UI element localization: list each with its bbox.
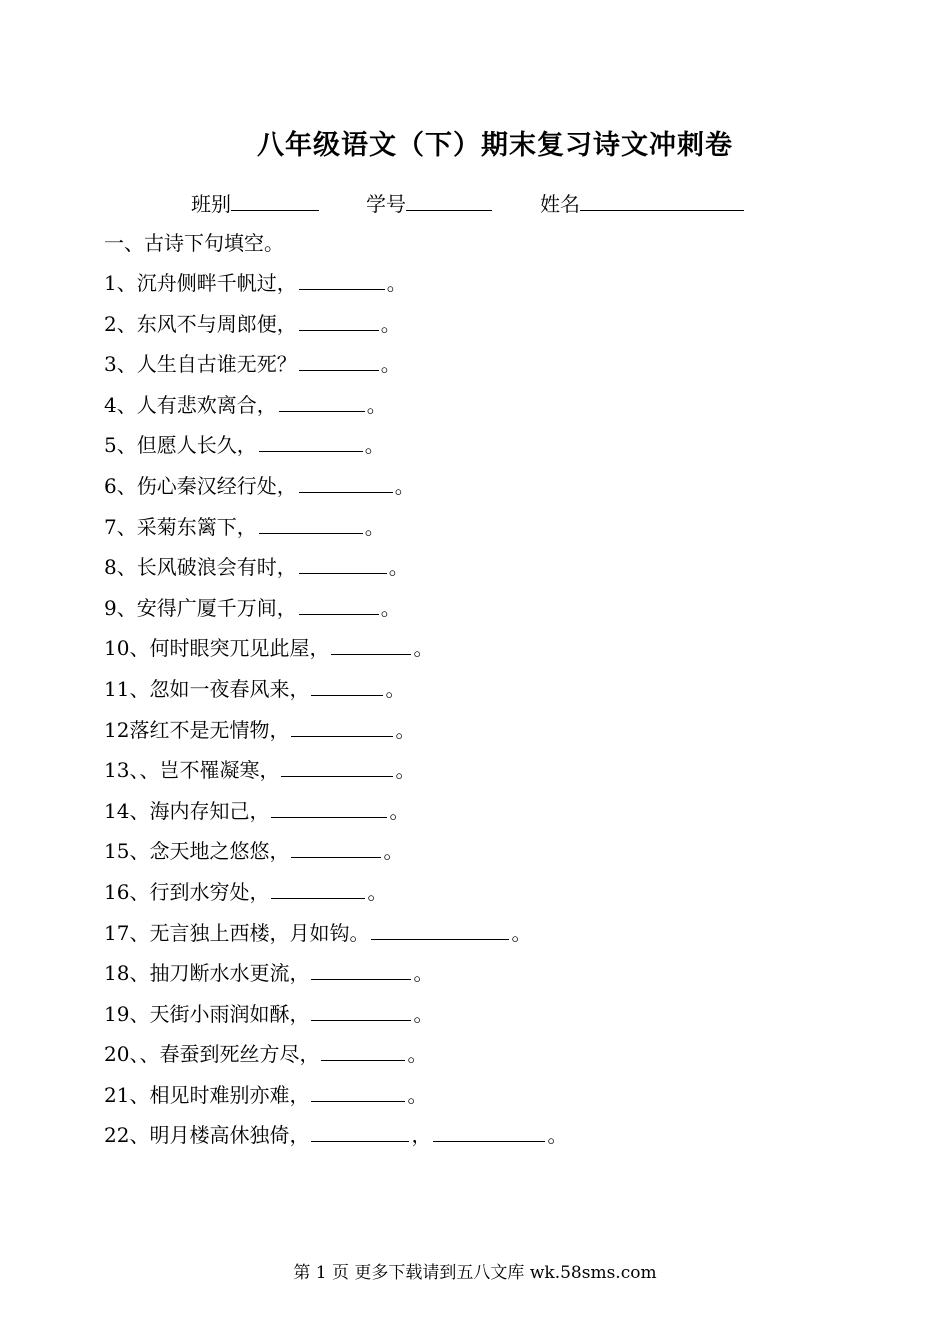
question-item — [104, 267, 567, 308]
question-item — [104, 308, 567, 349]
question-item — [104, 876, 567, 917]
question-item — [104, 632, 567, 673]
question-prefix: 9、安得广厦千万间， — [104, 595, 297, 620]
question-middle: ， — [411, 1123, 432, 1148]
answer-blank[interactable] — [281, 754, 393, 777]
number-blank[interactable] — [406, 188, 492, 211]
question-prefix: 10、何时眼突兀见此屋， — [104, 636, 330, 661]
question-suffix: 。 — [407, 1082, 428, 1107]
number-label: 学号 — [366, 192, 406, 216]
answer-blank[interactable] — [371, 917, 509, 940]
question-item — [104, 348, 567, 389]
question-prefix: 21、相见时难别亦难， — [104, 1082, 310, 1107]
question-prefix: 6、伤心秦汉经行处， — [104, 473, 297, 498]
question-prefix: 11、忽如一夜春风来， — [104, 676, 310, 701]
class-field — [191, 188, 319, 220]
question-item — [104, 511, 567, 552]
page-title: 八年级语文（下）期末复习诗文冲刺卷 — [257, 130, 733, 161]
question-prefix: 3、人生自古谁无死？ — [104, 352, 297, 377]
question-item — [104, 592, 567, 633]
question-item — [104, 754, 567, 795]
question-item — [104, 1038, 567, 1079]
question-item — [104, 957, 567, 998]
answer-blank[interactable] — [311, 673, 383, 696]
question-suffix: 。 — [395, 758, 416, 783]
question-item — [104, 1079, 567, 1120]
question-prefix: 2、东风不与周郎便， — [104, 311, 297, 336]
question-item — [104, 795, 567, 836]
question-prefix: 7、采菊东篱下， — [104, 514, 257, 539]
question-suffix: 。 — [383, 839, 404, 864]
answer-blank[interactable] — [299, 470, 393, 493]
question-prefix: 18、抽刀断水水更流， — [104, 961, 310, 986]
question-prefix: 22、明月楼高休独倚， — [104, 1123, 310, 1148]
question-prefix: 13、、岂不罹凝寒， — [104, 758, 280, 783]
name-field — [540, 188, 744, 220]
question-prefix: 14、海内存知己， — [104, 798, 270, 823]
question-suffix: 。 — [407, 1042, 428, 1067]
answer-blank[interactable] — [299, 267, 385, 290]
question-suffix: 。 — [367, 879, 388, 904]
question-prefix: 5、但愿人长久， — [104, 433, 257, 458]
question-item — [104, 998, 567, 1039]
answer-blank[interactable] — [311, 1079, 405, 1102]
question-suffix: 。 — [380, 352, 401, 377]
question-item — [104, 429, 567, 470]
question-suffix: 。 — [413, 636, 434, 661]
question-prefix: 8、长风破浪会有时， — [104, 555, 297, 580]
question-list — [104, 267, 567, 1160]
answer-blank[interactable] — [321, 1038, 405, 1061]
question-prefix: 19、天街小雨润如酥， — [104, 1001, 310, 1026]
answer-blank[interactable] — [259, 511, 363, 534]
answer-blank[interactable] — [291, 835, 381, 858]
question-prefix: 20、、春蚕到死丝方尽， — [104, 1042, 320, 1067]
answer-blank[interactable] — [291, 714, 393, 737]
question-prefix: 15、念天地之悠悠， — [104, 839, 290, 864]
answer-blank[interactable] — [271, 795, 387, 818]
question-item — [104, 389, 567, 430]
question-item — [104, 835, 567, 876]
question-suffix: 。 — [388, 555, 409, 580]
student-info — [0, 188, 950, 220]
question-item — [104, 714, 567, 755]
question-suffix: 。 — [395, 717, 416, 742]
question-suffix: 。 — [547, 1123, 568, 1148]
answer-blank[interactable] — [299, 348, 379, 371]
answer-blank[interactable] — [271, 876, 365, 899]
question-item — [104, 470, 567, 511]
question-suffix: 。 — [413, 1001, 434, 1026]
answer-blank[interactable] — [299, 592, 379, 615]
question-suffix: 。 — [386, 271, 407, 295]
question-item — [104, 1119, 567, 1160]
class-label: 班别 — [191, 192, 231, 216]
question-prefix: 16、行到水穷处， — [104, 879, 270, 904]
question-item — [104, 673, 567, 714]
answer-blank[interactable] — [311, 998, 411, 1021]
question-suffix: 。 — [380, 595, 401, 620]
name-label: 姓名 — [540, 192, 580, 216]
number-field — [366, 188, 492, 220]
question-prefix: 17、无言独上西楼，月如钩。 — [104, 920, 370, 945]
question-item — [104, 551, 567, 592]
question-suffix: 。 — [364, 433, 385, 458]
question-suffix: 。 — [389, 798, 410, 823]
question-prefix: 12落红不是无情物， — [104, 717, 290, 742]
question-suffix: 。 — [366, 392, 387, 417]
question-suffix: 。 — [380, 311, 401, 336]
question-prefix: 4、人有悲欢离合， — [104, 392, 277, 417]
question-suffix: 。 — [511, 920, 532, 945]
answer-blank[interactable] — [331, 632, 411, 655]
class-blank[interactable] — [231, 188, 319, 211]
question-suffix: 。 — [394, 473, 415, 498]
name-blank[interactable] — [580, 188, 744, 211]
answer-blank[interactable] — [433, 1119, 545, 1142]
section-heading: 一、古诗下句填空。 — [104, 231, 284, 255]
answer-blank[interactable] — [299, 551, 387, 574]
question-suffix: 。 — [413, 961, 434, 986]
answer-blank[interactable] — [279, 389, 365, 412]
answer-blank[interactable] — [259, 429, 363, 452]
page-footer: 第 1 页 更多下载请到五八文库 wk.58sms.com — [293, 1263, 657, 1283]
answer-blank[interactable] — [311, 957, 411, 980]
answer-blank[interactable] — [299, 308, 379, 331]
question-suffix: 。 — [385, 676, 406, 701]
question-prefix: 1、沉舟侧畔千帆过， — [104, 271, 297, 295]
answer-blank[interactable] — [311, 1119, 409, 1142]
question-item — [104, 917, 567, 958]
question-suffix: 。 — [364, 514, 385, 539]
